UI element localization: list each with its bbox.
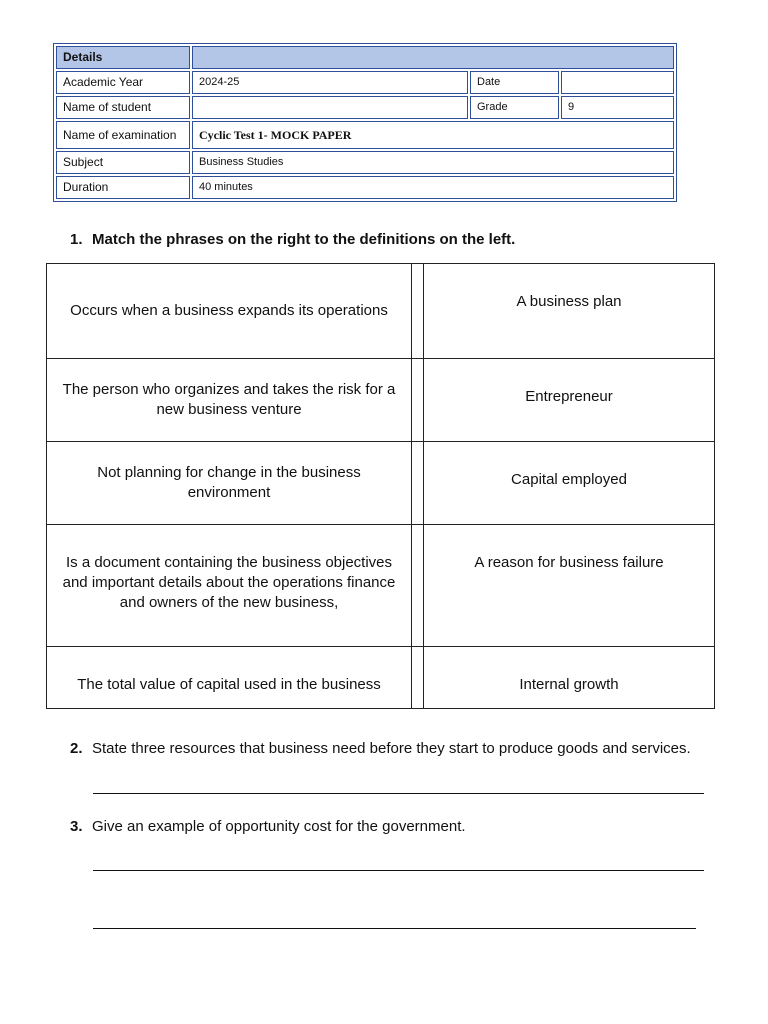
duration-value: 40 minutes	[192, 176, 674, 199]
question-2	[70, 740, 691, 757]
table-row	[47, 647, 715, 709]
answer-cell[interactable]	[412, 359, 424, 442]
question-1-text: Match the phrases on the right to the definitions on the left.	[92, 231, 516, 248]
academic-year-label: Academic Year	[56, 71, 190, 94]
definition-cell: The total value of capital used in the business	[47, 647, 412, 709]
answer-cell[interactable]	[412, 525, 424, 647]
subject-label: Subject	[56, 151, 190, 174]
details-header-blank	[192, 46, 674, 69]
phrase-cell: A reason for business failure	[424, 525, 715, 647]
question-2-number: 2.	[70, 740, 83, 757]
question-2-text: State three resources that business need before they start to produce goods and services.	[92, 740, 691, 757]
details-table	[53, 43, 677, 202]
table-row	[47, 264, 715, 359]
question-3-number: 3.	[70, 818, 83, 835]
question-1-number: 1.	[70, 231, 83, 248]
question-3-text: Give an example of opportunity cost for the government.	[92, 818, 466, 835]
details-header: Details	[56, 46, 190, 69]
phrase-cell: Internal growth	[424, 647, 715, 709]
answer-line[interactable]	[93, 928, 696, 929]
grade-label: Grade	[470, 96, 559, 119]
definition-cell: Not planning for change in the business environment	[47, 442, 412, 525]
date-label: Date	[470, 71, 559, 94]
definition-cell: Occurs when a business expands its operations	[47, 264, 412, 359]
matching-table	[46, 263, 715, 709]
answer-cell[interactable]	[412, 647, 424, 709]
phrase-cell: Entrepreneur	[424, 359, 715, 442]
question-1	[70, 231, 515, 248]
academic-year-value[interactable]: 2024-25	[192, 71, 468, 94]
exam-name-value: Cyclic Test 1- MOCK PAPER	[192, 121, 674, 149]
table-row	[47, 442, 715, 525]
grade-value[interactable]: 9	[561, 96, 674, 119]
answer-cell[interactable]	[412, 442, 424, 525]
phrase-cell: Capital employed	[424, 442, 715, 525]
definition-cell: The person who organizes and takes the risk for a new business venture	[47, 359, 412, 442]
answer-cell[interactable]	[412, 264, 424, 359]
table-row	[47, 525, 715, 647]
answer-line[interactable]	[93, 793, 704, 794]
subject-value: Business Studies	[192, 151, 674, 174]
student-name-value[interactable]	[192, 96, 468, 119]
table-row	[47, 359, 715, 442]
student-name-label: Name of student	[56, 96, 190, 119]
phrase-cell: A business plan	[424, 264, 715, 359]
question-3	[70, 818, 466, 835]
date-value[interactable]	[561, 71, 674, 94]
definition-cell: Is a document containing the business objectives and important details about the operations finance and owners of the new business,	[47, 525, 412, 647]
exam-name-label: Name of examination	[56, 121, 190, 149]
duration-label: Duration	[56, 176, 190, 199]
answer-line[interactable]	[93, 870, 704, 871]
